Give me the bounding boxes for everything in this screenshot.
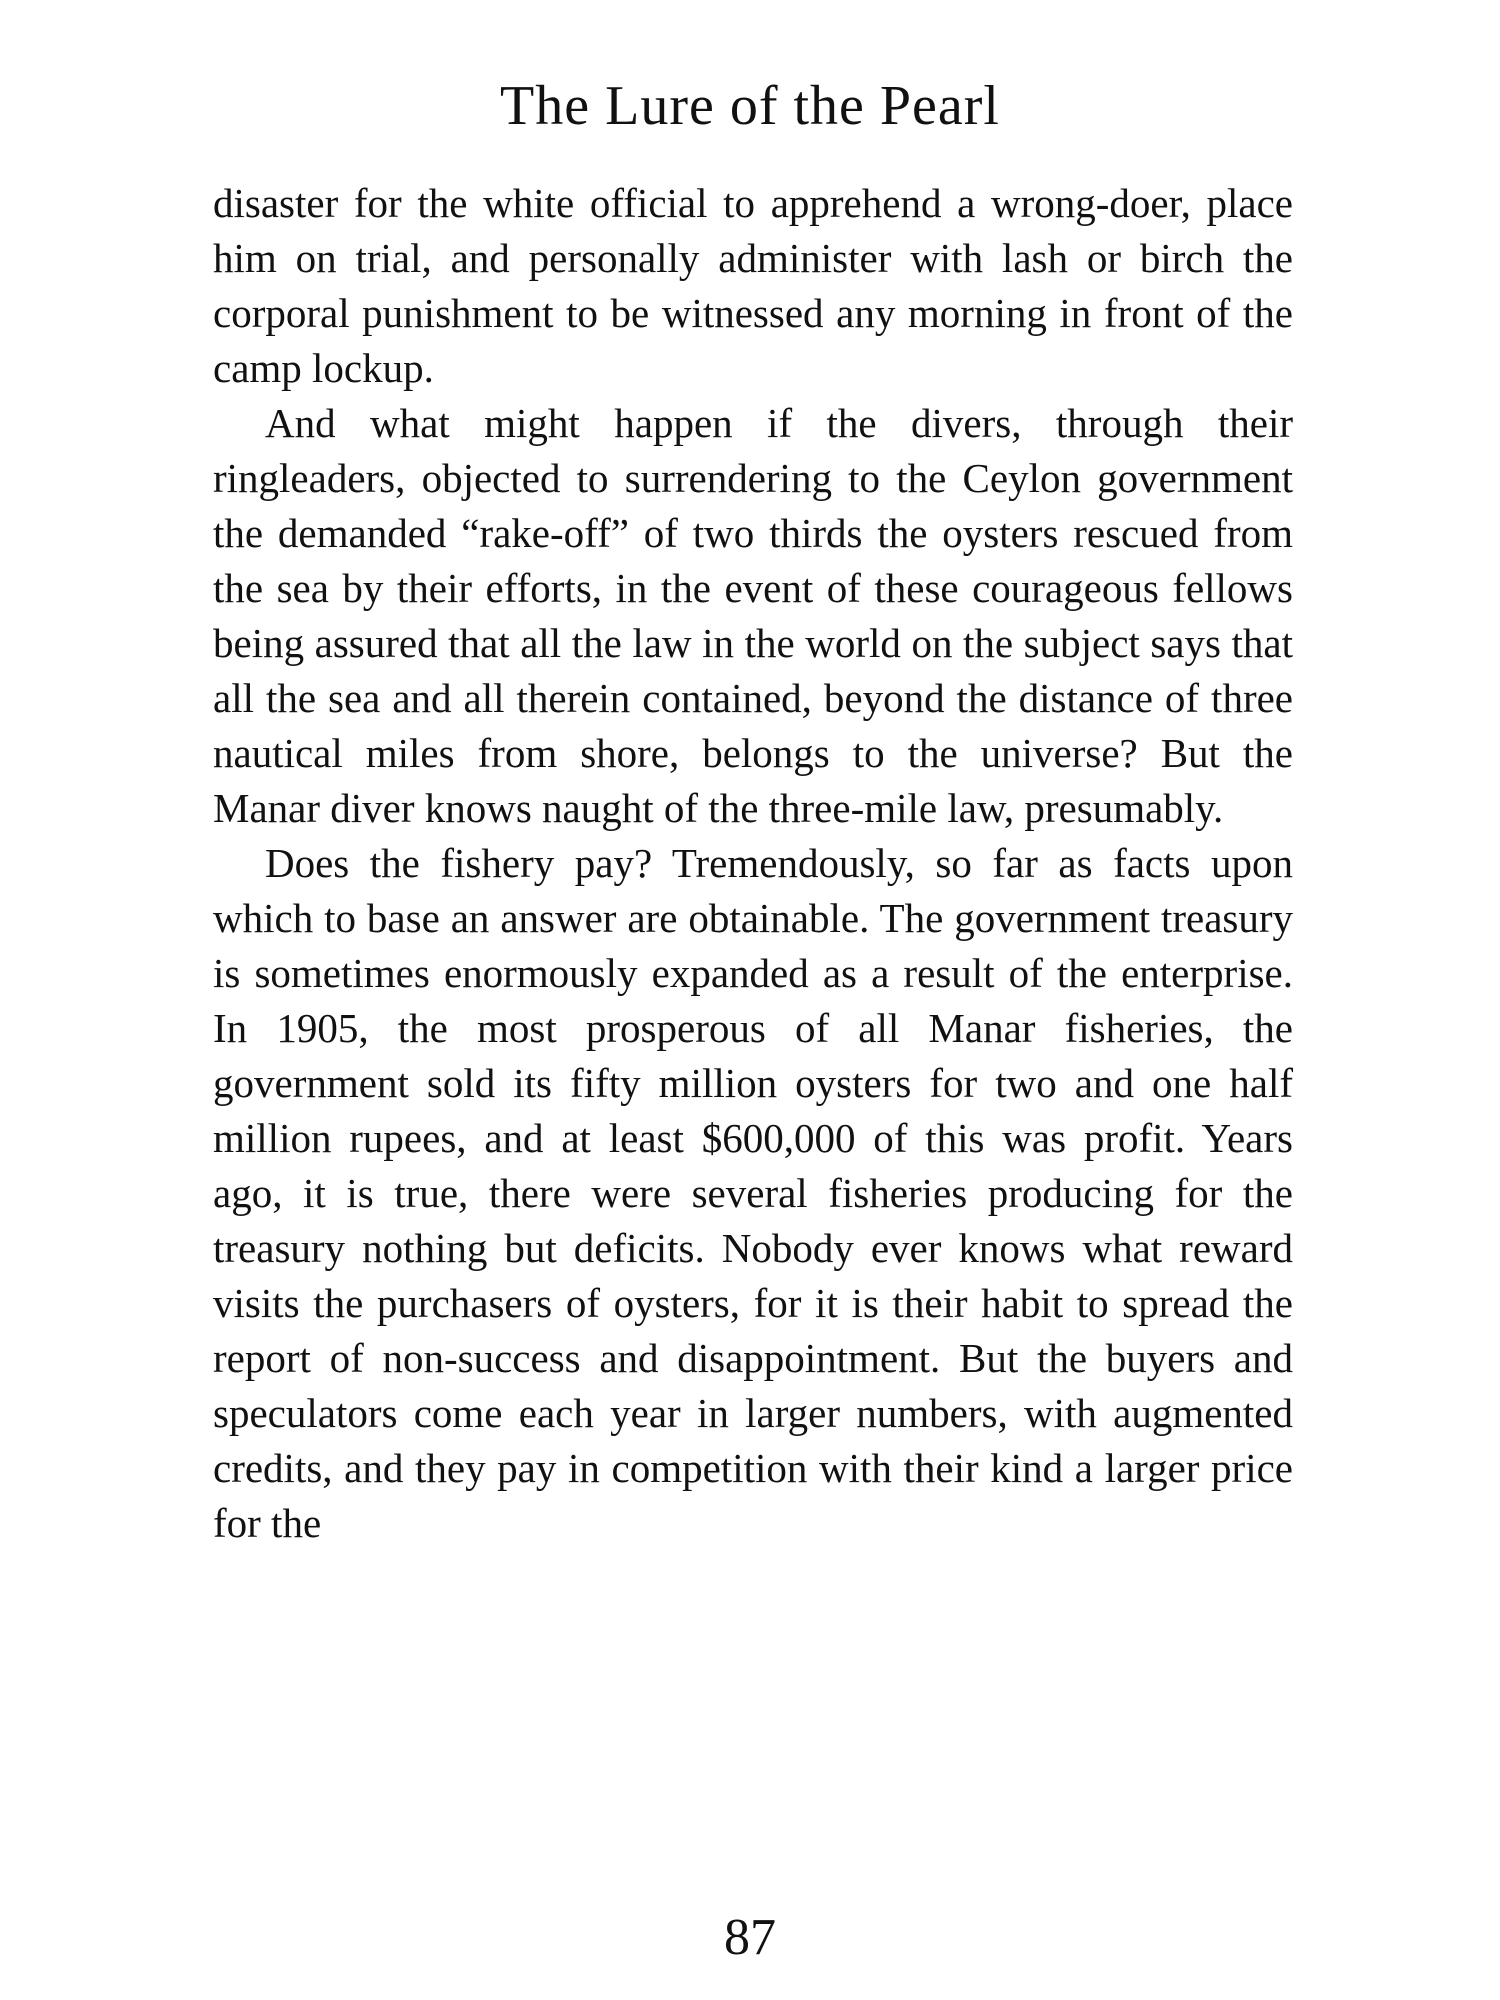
paragraph-fishery-pay: Does the fishery pay? Tremendously, so far as facts upon which to base an answer are obtainable. The government treasury is sometimes enormously expanded as a result of the enterprise. In 1905, the most prosperous of all Manar fisheries, the government sold its fifty million oysters for two and one half million rupees, and at least $600,000 of this was profit. Years ago, it is true, there were several fisheries producing for the treasury nothing but deficits. Nobody ever knows what reward visits the purchasers of oysters, for it is their habit to spread the report of non-success and disappointment. But the buyers and speculators come each year in larger numbers, with augmented credits, and they pay in competition with their kind a larger price for the	[213, 840, 1293, 1546]
body-text	[213, 176, 1293, 1551]
running-title: The Lure of the Pearl	[500, 75, 1000, 137]
paragraph-divers: And what might happen if the divers, through their ringleaders, objected to surrendering to the Ceylon government the demanded “rake-off” of two thirds the oysters rescued from the sea by their efforts, in the event of these courageous fellows being assured that all the law in the world on the subject says that all the sea and all therein contained, beyond the distance of three nautical miles from shore, belongs to the universe? But the Manar diver knows naught of the three-mile law, presumably.	[213, 400, 1293, 831]
paragraph-continued: disaster for the white official to apprehend a wrong-doer, place him on trial, and personally administer with lash or birch the corporal punishment to be witnessed any morning in front of the camp lockup.	[213, 180, 1293, 391]
page-number: 87	[724, 1909, 776, 1966]
